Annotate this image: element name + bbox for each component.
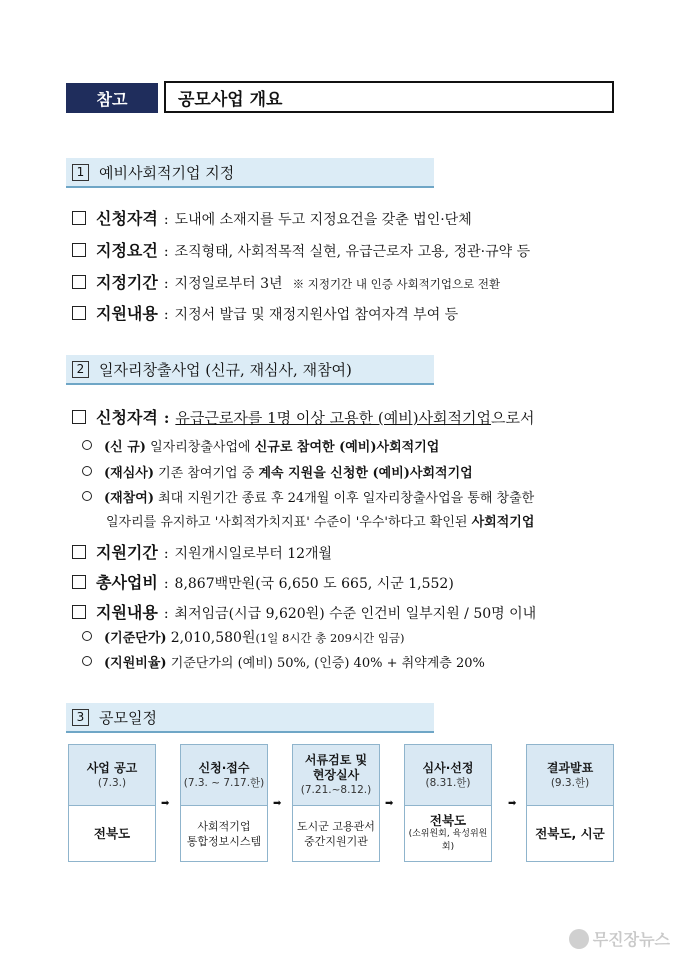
s2-sub-new: (신 규) 일자리창출사업에 신규로 참여한 (예비)사회적기업	[82, 436, 439, 455]
checkbox-icon	[72, 275, 86, 289]
checkbox-icon	[72, 306, 86, 320]
s2-row-eligibility: 신청자격 : 유급근로자를 1명 이상 고용한 (예비)사회적기업 으로서	[72, 405, 535, 428]
circle-bullet-icon	[82, 440, 92, 450]
period-note: ※ 지정기간 내 인증 사회적기업으로 전환	[292, 277, 501, 291]
circle-bullet-icon	[82, 466, 92, 476]
section-number: 2	[72, 361, 89, 378]
s2-row-budget: 총사업비 : 8,867백만원(국 6,650 도 665, 시군 1,552)	[72, 570, 454, 593]
section-number: 3	[72, 709, 89, 726]
section-title: 예비사회적기업 지정	[99, 163, 235, 182]
arrow-right-icon: ➡	[161, 798, 170, 809]
section-1-header	[66, 158, 434, 188]
s1-row-support: 지원내용 : 지정서 발급 및 재정지원사업 참여자격 부여 등	[72, 301, 458, 324]
s1-row-requirements: 지정요건 : 조직형태, 사회적목적 실현, 유급근로자 고용, 정관·규약 등	[72, 238, 530, 261]
s1-row-period: 지정기간 : 지정일로부터 3년 ※ 지정기간 내 인증 사회적기업으로 전환	[72, 270, 500, 293]
schedule-step-announcement: 사업 공고 (7.3.) 전북도	[68, 744, 156, 862]
section-title: 일자리창출사업 (신규, 재심사, 재참여)	[99, 360, 352, 379]
s2-sub-rejoin: (재참여) 최대 지원기간 종료 후 24개월 이후 일자리창출사업을 통해 창출한	[82, 487, 534, 506]
schedule-step-result: 결과발표 (9.3.한) 전북도, 시군	[526, 744, 614, 862]
s2-sub-rejoin-cont: 일자리를 유지하고 '사회적가치지표' 수준이 '우수'하다고 확인된 사회적기업	[106, 515, 535, 530]
arrow-right-icon: ➡	[273, 798, 282, 809]
checkbox-icon	[72, 545, 86, 559]
checkbox-icon	[72, 575, 86, 589]
s2-row-support: 지원내용 : 최저임금(시급 9,620원) 수준 인건비 일부지원 / 50명 이내	[72, 600, 536, 623]
watermark-logo: 무진장뉴스	[569, 927, 670, 950]
s2-row-period: 지원기간 : 지원개시일로부터 12개월	[72, 540, 332, 563]
checkbox-icon	[72, 243, 86, 257]
section-2-header	[66, 355, 434, 385]
section-title: 공모일정	[99, 708, 157, 727]
s2-sub-rereview: (재심사) 기존 참여기업 중 계속 지원을 신청한 (예비)사회적기업	[82, 462, 473, 481]
circle-bullet-icon	[82, 631, 92, 641]
schedule-step-selection: 심사·선정 (8.31.한) 전북도 (소위원회, 육성위원회)	[404, 744, 492, 862]
s1-row-eligibility: 신청자격 : 도내에 소재지를 두고 지정요건을 갖춘 법인·단체	[72, 206, 472, 229]
schedule-step-application: 신청·접수 (7.3. ~ 7.17.한) 사회적기업 통합정보시스템	[180, 744, 268, 862]
arrow-right-icon: ➡	[508, 798, 517, 809]
section-number: 1	[72, 164, 89, 181]
checkbox-icon	[72, 410, 86, 424]
page-title: 공모사업 개요	[164, 81, 614, 113]
checkbox-icon	[72, 605, 86, 619]
checkbox-icon	[72, 211, 86, 225]
watermark-icon	[569, 929, 589, 949]
arrow-right-icon: ➡	[385, 798, 394, 809]
circle-bullet-icon	[82, 656, 92, 666]
s2-sub-ratio: (지원비율) 기준단가의 (예비) 50%, (인증) 40% + 취약계층 20%	[82, 652, 485, 671]
schedule-step-review: 서류검토 및 현장실사 (7.21.~8.12.) 도시군 고용관서 중간지원기관	[292, 744, 380, 862]
circle-bullet-icon	[82, 491, 92, 501]
reference-tag: 참고	[66, 83, 158, 113]
s2-sub-unit-price: (기준단가) 2,010,580원 (1일 8시간 총 209시간 임금)	[82, 627, 405, 647]
section-3-header	[66, 703, 434, 733]
